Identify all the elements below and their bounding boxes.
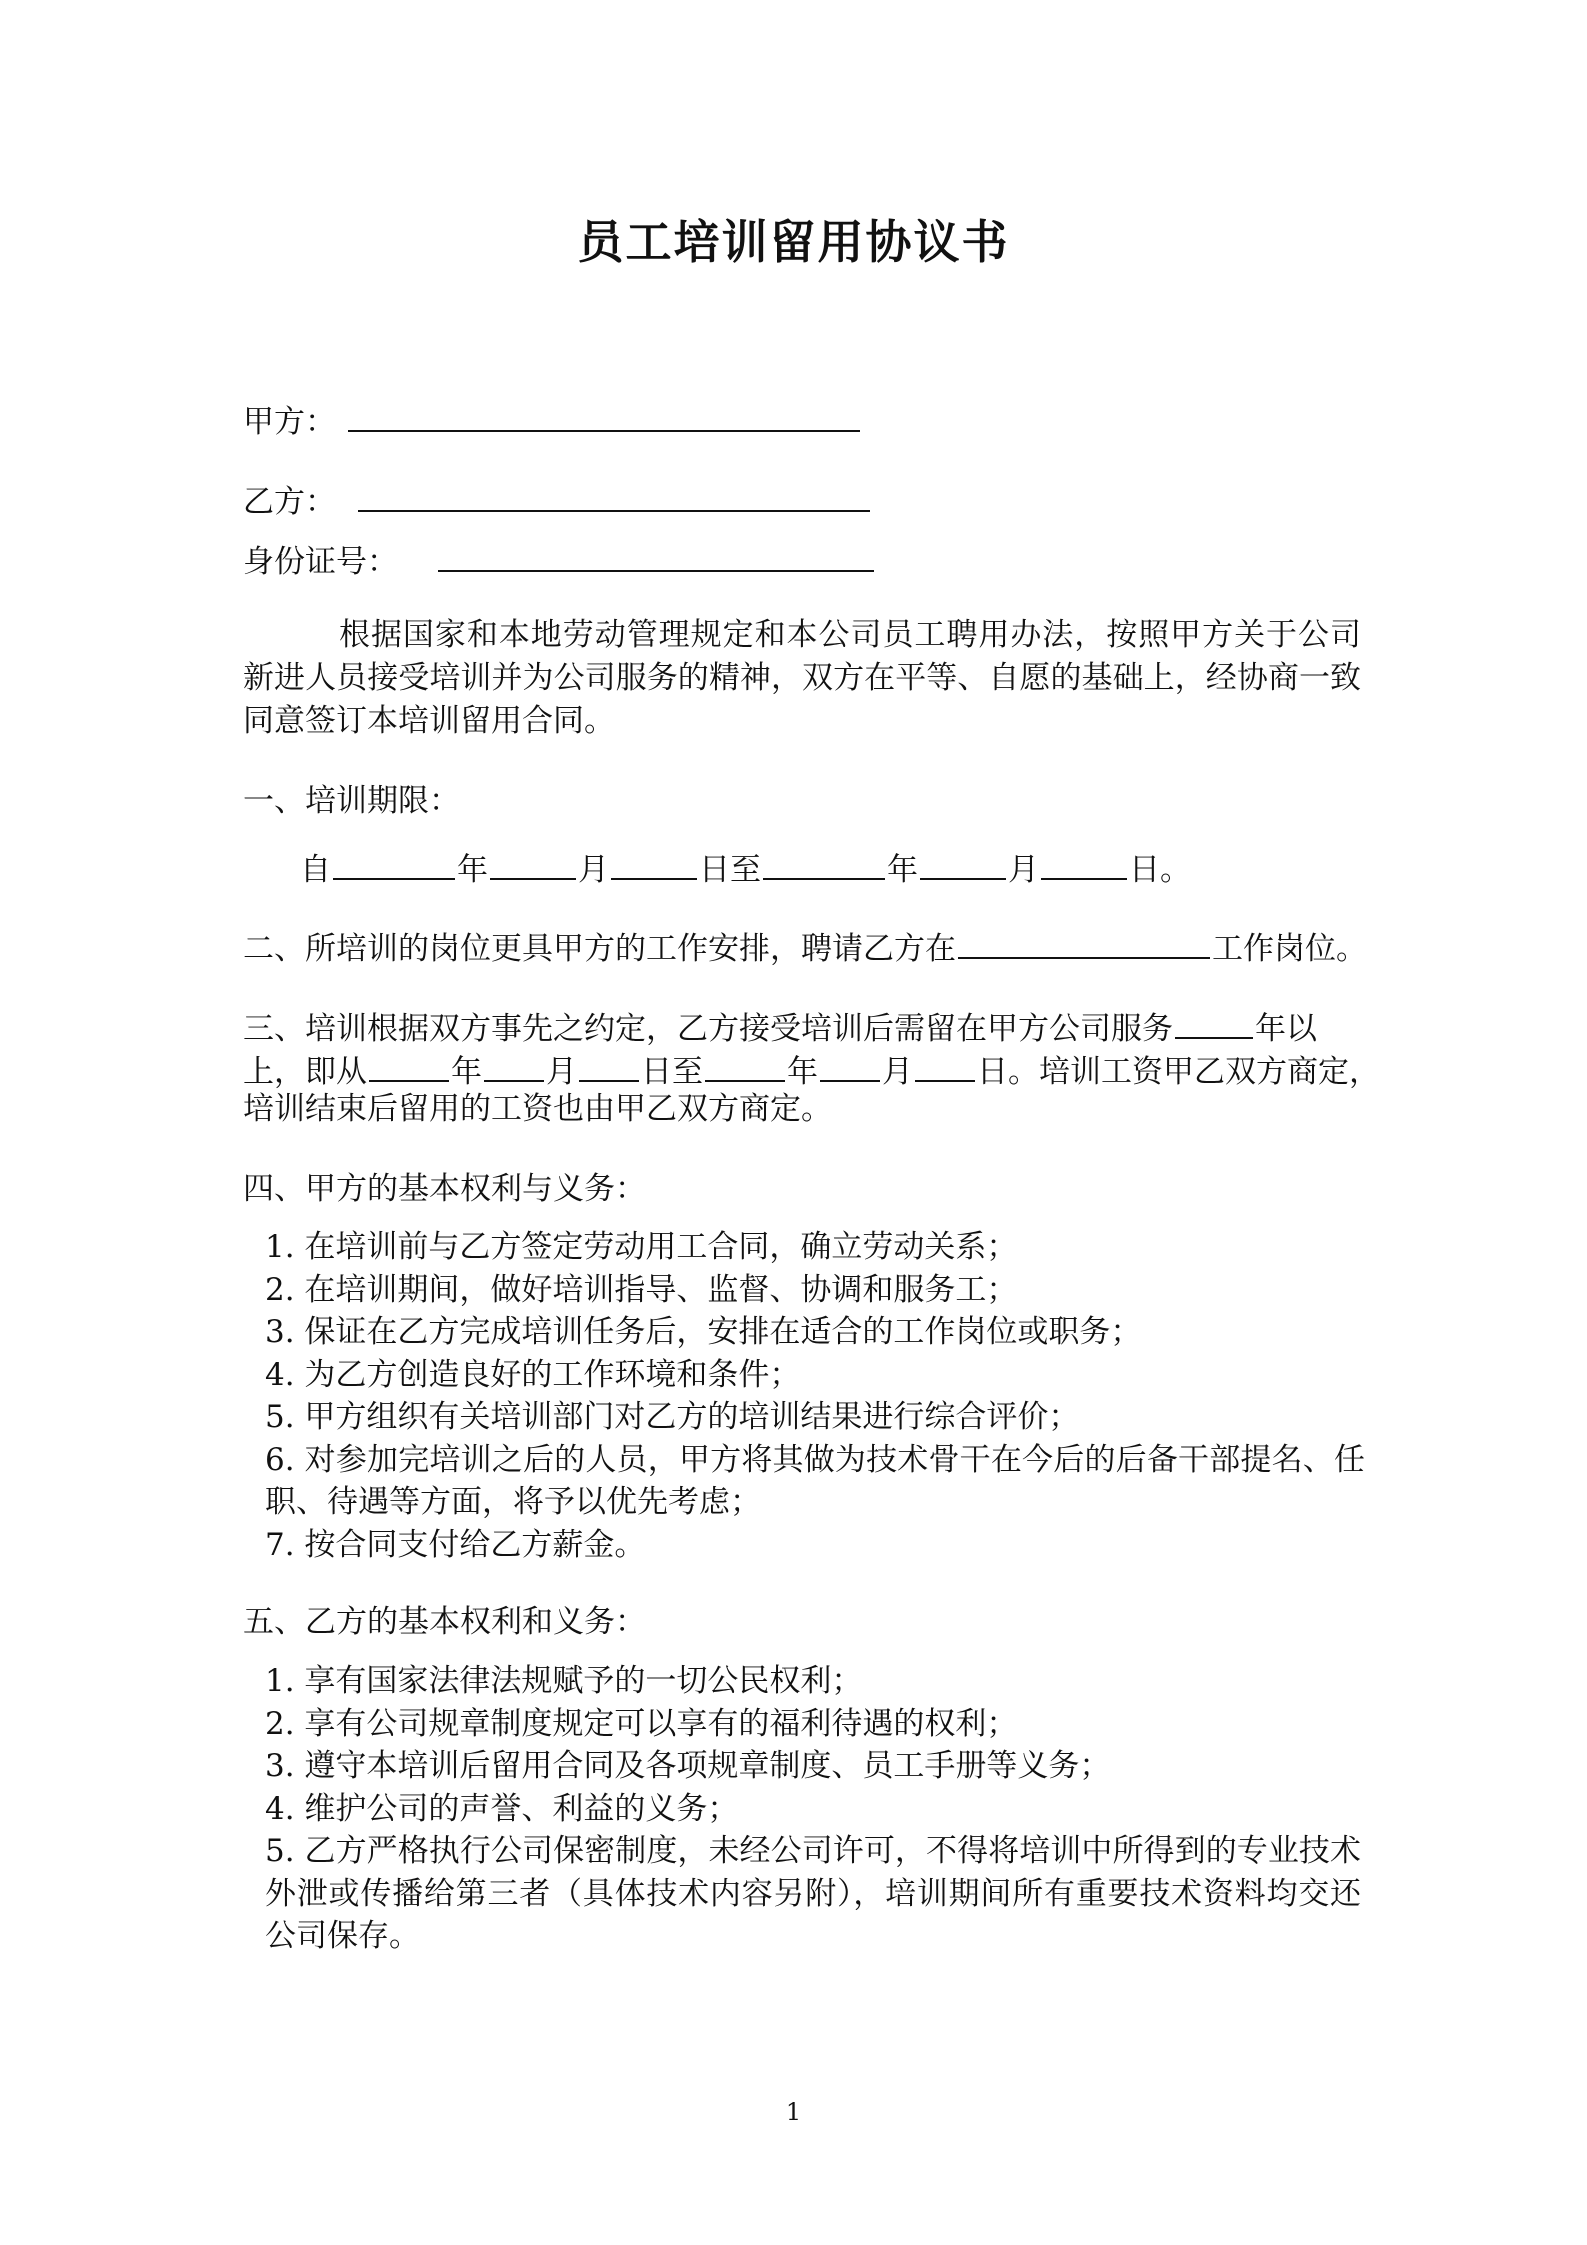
section3-line1 <box>243 1003 1317 1049</box>
list-item: 4. 维护公司的声誉、利益的义务； <box>265 1790 739 1827</box>
list-item: 1. 享有国家法律法规赋予的一切公民权利； <box>265 1663 863 1699</box>
text-day-to: 日至 <box>699 852 761 888</box>
document-title: 员工培训留用协议书 <box>577 215 1010 269</box>
section5-heading: 五、乙方的基本权利和义务： <box>243 1604 646 1640</box>
list-item: 6. 对参加完培训之后的人员，甲方将其做为技术骨干在今后的后备干部提名、任职、待遇等方面，将予以优先考虑； <box>265 1441 1365 1520</box>
id-number-blank[interactable] <box>438 536 874 572</box>
start-year-blank[interactable] <box>333 844 455 880</box>
list-item: 3. 遵守本培训后留用合同及各项规章制度、员工手册等义务； <box>265 1748 1111 1784</box>
party-b-row <box>243 476 872 522</box>
page-number: 1 <box>785 2098 802 2126</box>
list-item: 3. 保证在乙方完成培训任务后，安排在适合的工作岗位或职务； <box>265 1314 1142 1350</box>
party-b-blank[interactable] <box>358 476 870 512</box>
position-blank[interactable] <box>958 923 1210 959</box>
section3-wage-text: 日。培训工资甲乙双方商定， <box>977 1054 1380 1090</box>
service-start-year-blank[interactable] <box>369 1046 449 1082</box>
list-item: 4. 为乙方创造良好的工作环境和条件； <box>265 1356 801 1393</box>
party-a-row <box>243 396 862 442</box>
text-year: 年 <box>787 1054 818 1090</box>
list-item: 2. 在培训期间，做好培训指导、监督、协调和服务工； <box>265 1271 1018 1308</box>
service-years-blank[interactable] <box>1175 1003 1253 1039</box>
list-item: 2. 享有公司规章制度规定可以享有的福利待遇的权利； <box>265 1705 1018 1742</box>
text-month: 月 <box>1008 852 1039 888</box>
text-from: 自 <box>300 852 331 888</box>
text-year: 年 <box>451 1054 482 1090</box>
preamble-paragraph: 根据国家和本地劳动管理规定和本公司员工聘用办法，按照甲方关于公司新进人员接受培训并为公司服务的精神，双方在平等、自愿的基础上，经协商一致同意签订本培训留用合同。 <box>243 617 1361 739</box>
end-month-blank[interactable] <box>920 844 1006 880</box>
section3-text: 三、培训根据双方事先之约定，乙方接受培训后需留在甲方公司服务 <box>243 1011 1173 1047</box>
section3-years-suffix: 年以 <box>1255 1011 1317 1047</box>
party-a-obligations-list <box>265 1226 1365 1566</box>
text-day-to: 日至 <box>641 1054 703 1090</box>
party-a-blank[interactable] <box>348 396 860 432</box>
party-a-label: 甲方： <box>243 404 336 440</box>
list-item: 1. 在培训前与乙方签定劳动用工合同，确立劳动关系； <box>265 1229 1018 1265</box>
section2-text: 二、所培训的岗位更具甲方的工作安排，聘请乙方在 <box>243 931 956 967</box>
section2-suffix: 工作岗位。 <box>1212 931 1367 967</box>
service-start-day-blank[interactable] <box>579 1046 639 1082</box>
start-month-blank[interactable] <box>490 844 576 880</box>
text-month: 月 <box>578 852 609 888</box>
section5-item5: 5. 乙方严格执行公司保密制度，未经公司许可，不得将培训中所得到的专业技术外泄或传播给第三者（具体技术内容另附），培训期间所有重要技术资料均交还公司保存。 <box>265 1833 1361 1954</box>
service-end-day-blank[interactable] <box>915 1046 975 1082</box>
end-year-blank[interactable] <box>763 844 885 880</box>
text-year: 年 <box>887 852 918 888</box>
list-item: 7. 按合同支付给乙方薪金。 <box>265 1526 646 1563</box>
section1-heading: 一、培训期限： <box>243 783 460 819</box>
text-month: 月 <box>546 1054 577 1090</box>
service-end-month-blank[interactable] <box>820 1046 880 1082</box>
section2-row <box>243 923 1367 969</box>
party-b-obligations-list <box>265 1660 1365 1830</box>
section3-line3: 培训结束后留用的工资也由甲乙双方商定。 <box>243 1091 832 1127</box>
text-day: 日。 <box>1129 852 1191 888</box>
text-year: 年 <box>457 852 488 888</box>
list-item: 5. 甲方组织有关培训部门对乙方的培训结果进行综合评价； <box>265 1399 1080 1435</box>
party-b-label: 乙方： <box>243 484 336 520</box>
start-day-blank[interactable] <box>611 844 697 880</box>
section3-line2 <box>243 1046 1380 1092</box>
id-number-row <box>243 536 876 582</box>
training-period-row <box>300 844 1191 890</box>
service-end-year-blank[interactable] <box>705 1046 785 1082</box>
id-number-label: 身份证号： <box>243 544 398 580</box>
end-day-blank[interactable] <box>1041 844 1127 880</box>
text-from: 上，即从 <box>243 1054 367 1090</box>
service-start-month-blank[interactable] <box>484 1046 544 1082</box>
text-month: 月 <box>882 1054 913 1090</box>
section4-heading: 四、甲方的基本权利与义务： <box>243 1171 646 1207</box>
